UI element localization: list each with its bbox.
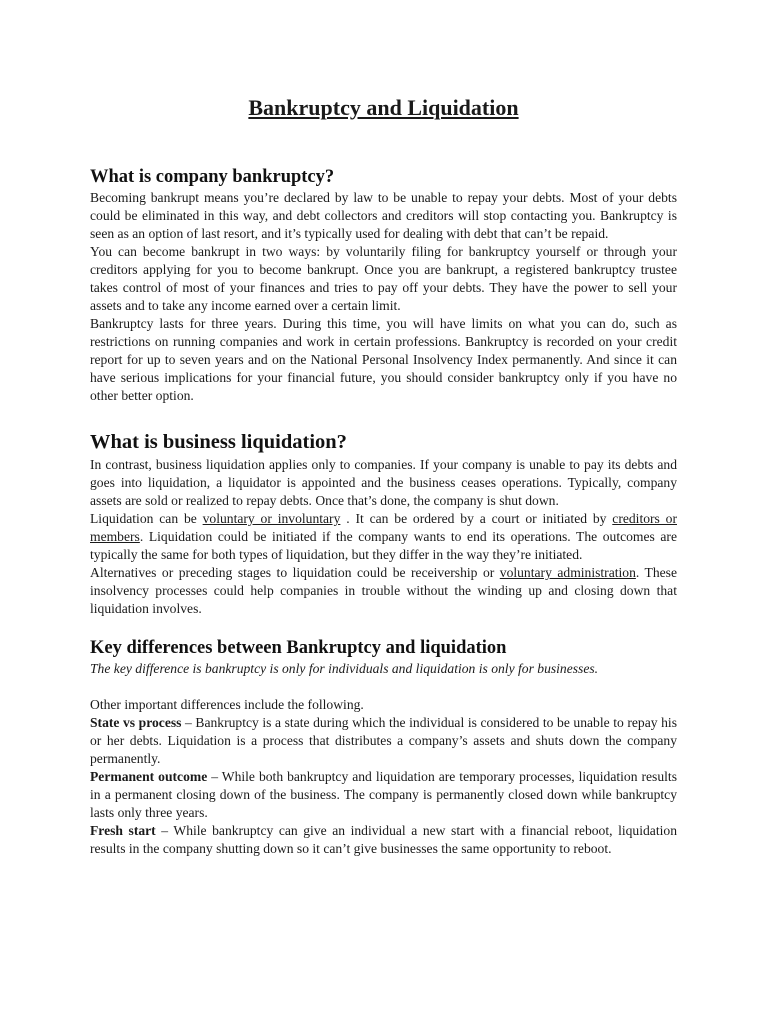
difference-lead: Fresh start bbox=[90, 823, 156, 838]
document-page bbox=[90, 93, 677, 858]
difference-text: – While both bankruptcy and liquidation are temporary processes, liquidation results in a permanent closing down of the business. The company is permanently closed down while bankruptcy lasts only three years. bbox=[90, 769, 677, 820]
difference-lead: Permanent outcome bbox=[90, 769, 208, 784]
difference-item bbox=[90, 768, 677, 822]
section-heading: What is company bankruptcy? bbox=[90, 167, 335, 187]
creditors-or-members-link[interactable]: creditors or members bbox=[90, 511, 677, 544]
paragraph: Other important differences include the following. bbox=[90, 697, 364, 712]
key-difference-summary: The key difference is bankruptcy is only for individuals and liquidation is only for businesses. bbox=[90, 661, 599, 676]
difference-text: – Bankruptcy is a state during which the individual is considered to be unable to repay his or her debts. Liquidation is a process that distributes a company’s assets and shuts down the company permanently. bbox=[90, 715, 677, 766]
voluntary-or-involuntary-link[interactable]: voluntary or involuntary bbox=[202, 511, 341, 526]
document-title: Bankruptcy and Liquidation bbox=[248, 95, 519, 120]
voluntary-administration-link[interactable]: voluntary administration bbox=[499, 565, 636, 580]
paragraph: Becoming bankrupt means you’re declared by law to be unable to repay your debts. Most of your debts could be eliminated in this way, and debt collectors and creditors will stop contacting you. Bankruptcy is seen as an option of last resort, and it’s typically used for dealing with debt that can’t be repaid. bbox=[90, 190, 677, 241]
paragraph: You can become bankrupt in two ways: by voluntarily filing for bankruptcy yourself or through your creditors applying for you to become bankrupt. Once you are bankrupt, a registered bankruptcy trustee takes control of most of your finances and tries to pay off your debts. They have the power to sell your assets and to take any income earned over a certain limit. bbox=[90, 244, 677, 313]
section-company-bankruptcy bbox=[90, 165, 677, 405]
paragraph: Bankruptcy lasts for three years. During this time, you will have limits on what you can do, such as restrictions on running companies and work in certain professions. Bankruptcy is recorded on your credit report for up to seven years and on the National Personal Insolvency Index permanently. And since it can have serious implications for your financial future, you should consider bankruptcy only if you have no other better option. bbox=[90, 316, 677, 403]
text-run: Liquidation can be bbox=[90, 511, 203, 526]
text-run: . Liquidation could be initiated if the company wants to end its operations. The outcomes are typically the same for both types of liquidation, but they differ in the way they’re initiated. bbox=[90, 529, 677, 562]
paragraph bbox=[90, 510, 677, 564]
text-run: Alternatives or preceding stages to liquidation could be receivership or bbox=[90, 565, 500, 580]
difference-lead: State vs process bbox=[90, 715, 182, 730]
difference-text: – While bankruptcy can give an individual a new start with a financial reboot, liquidation results in the company shutting down so it can’t give businesses the same opportunity to reboot. bbox=[90, 823, 677, 856]
section-heading: Key differences between Bankruptcy and liquidation bbox=[90, 638, 507, 658]
difference-item bbox=[90, 822, 677, 858]
text-run: . It can be ordered by a court or initiated by bbox=[340, 511, 613, 526]
section-business-liquidation bbox=[90, 429, 677, 618]
paragraph bbox=[90, 564, 677, 618]
paragraph: In contrast, business liquidation applies only to companies. If your company is unable to pay its debts and goes into liquidation, a liquidator is appointed and the business ceases operations. Typically, company assets are sold or realized to repay debts. Once that’s done, the company is shut down. bbox=[90, 457, 677, 508]
section-key-differences bbox=[90, 636, 677, 858]
section-heading: What is business liquidation? bbox=[90, 431, 347, 453]
text-run: . These insolvency processes could help companies in trouble without the winding up and closing down that liquidation involves. bbox=[90, 565, 677, 616]
difference-item bbox=[90, 714, 677, 768]
